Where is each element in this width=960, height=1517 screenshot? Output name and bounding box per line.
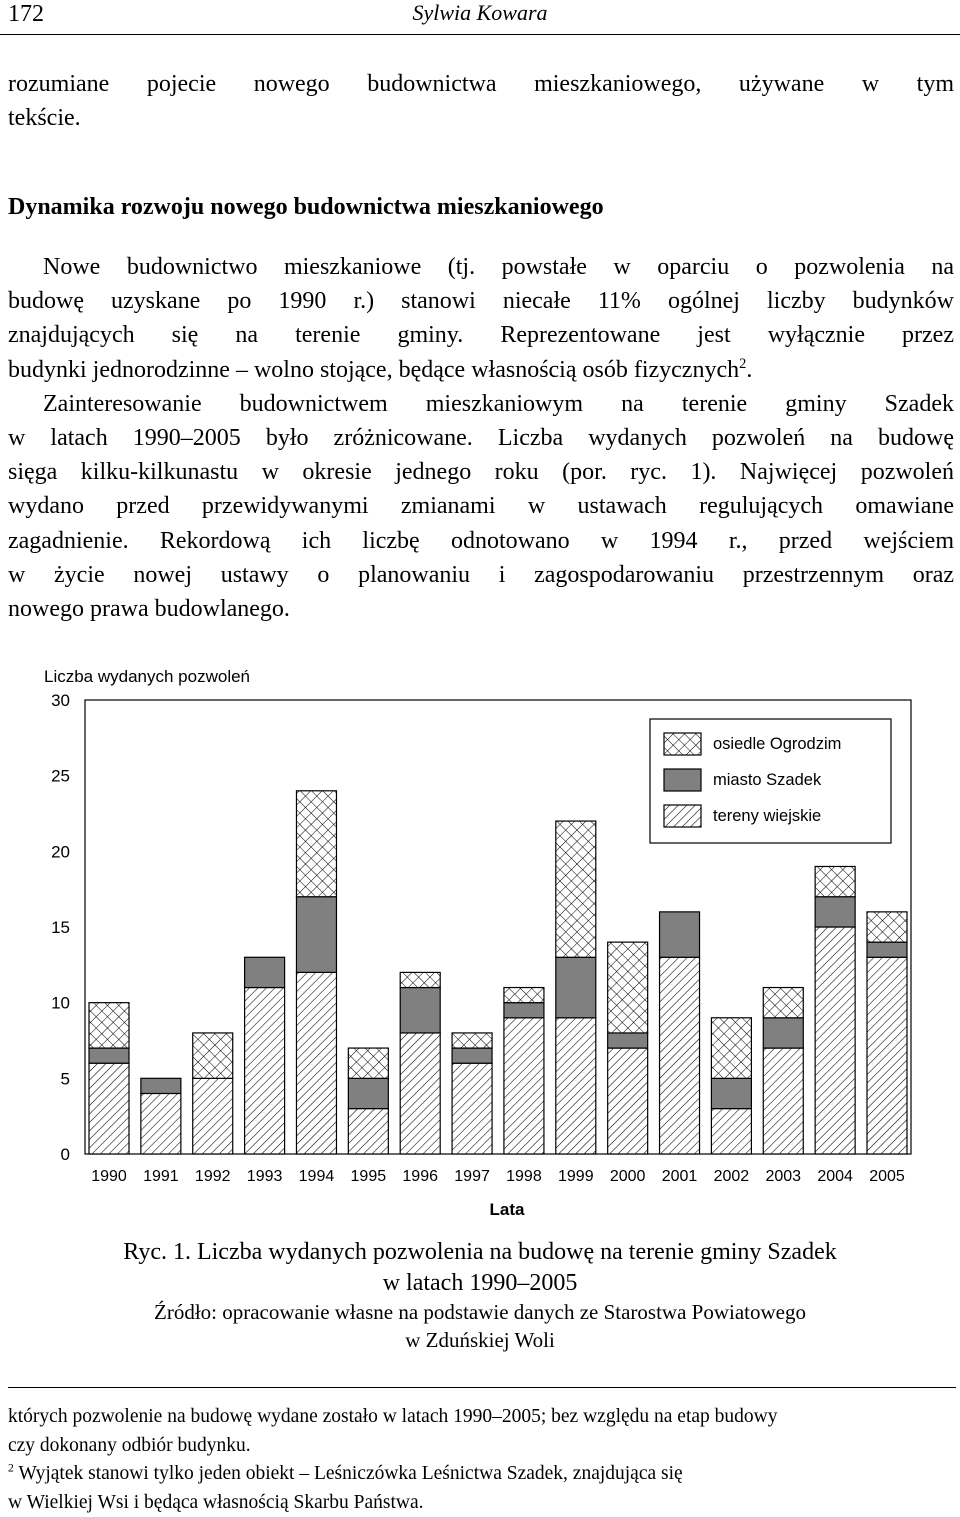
text-line-text: budynki jednorodzinne – wolno stojące, będące własnością osób fizycznych: [8, 356, 740, 383]
bar-segment-tereny-wiejskie: [608, 1048, 648, 1154]
footnote-divider: [8, 1387, 956, 1388]
legend-label: osiedle Ogrodzim: [713, 735, 842, 753]
intro-paragraph: [8, 67, 954, 135]
bar-segment-osiedle-ogrodzim: [89, 1003, 129, 1048]
bar-segment-tereny-wiejskie: [89, 1063, 129, 1154]
text-line: budynki jednorodzinne – wolno stojące, będące własnością osób fizycznych$^2$.: [8, 355, 753, 383]
bar-segment-osiedle-ogrodzim: [452, 1033, 492, 1048]
bar-segment-osiedle-ogrodzim: [193, 1033, 233, 1078]
y-tick-label: 25: [51, 766, 70, 786]
x-tick-label: 1997: [454, 1168, 490, 1185]
bar-segment-tereny-wiejskie: [296, 972, 336, 1154]
bar-segment-miasto-szadek: [556, 957, 596, 1018]
bar-segment-miasto-szadek: [867, 942, 907, 957]
bar-segment-tereny-wiejskie: [556, 1018, 596, 1154]
body-paragraphs: [8, 250, 954, 626]
x-axis-label: Lata: [489, 1200, 525, 1219]
footnote-ref: 2: [739, 355, 747, 372]
y-tick-label: 30: [51, 691, 70, 710]
bar-segment-osiedle-ogrodzim: [815, 866, 855, 896]
bar-segment-miasto-szadek: [815, 897, 855, 927]
source-line: w Zduńskiej Woli: [405, 1328, 555, 1352]
footnote-line: których pozwolenie na budowę wydane zostało w latach 1990–2005; bez względu na etap budowy: [8, 1406, 778, 1427]
footnote-line: w Wielkiej Wsi i będąca własnością Skarbu Państwa.: [8, 1491, 424, 1513]
figure-caption: [0, 1237, 960, 1299]
x-tick-label: 1999: [558, 1168, 594, 1185]
x-tick-label: 2004: [817, 1168, 853, 1185]
legend: [650, 719, 891, 843]
legend-label: miasto Szadek: [713, 771, 822, 789]
legend-label: tereny wiejskie: [713, 807, 822, 825]
bar-segment-tereny-wiejskie: [348, 1109, 388, 1154]
bar-segment-tereny-wiejskie: [400, 1033, 440, 1154]
text-line: tekście.: [8, 105, 81, 132]
text-line: w latach 1990–2005 było zróżnicowane. Liczba wydanych pozwoleń na budowę: [8, 425, 954, 452]
x-tick-label: 1990: [91, 1168, 127, 1185]
x-tick-label: 1991: [143, 1168, 179, 1185]
x-tick-label: 1995: [350, 1168, 387, 1185]
y-tick-label: 15: [51, 918, 70, 937]
bar-segment-miasto-szadek: [296, 897, 336, 973]
page-number: 172: [8, 1, 44, 27]
bar-segment-miasto-szadek: [452, 1048, 492, 1063]
x-tick-label: 2000: [609, 1168, 646, 1185]
bar-segment-osiedle-ogrodzim: [296, 791, 336, 897]
bar-segment-tereny-wiejskie: [711, 1109, 751, 1154]
text-line: sięga kilku-kilkunastu w okresie jednego roku (por. ryc. 1). Najwięcej pozwoleń: [8, 459, 954, 486]
x-tick-label: 1993: [246, 1168, 283, 1185]
stacked-bar-chart: [0, 660, 960, 1230]
bar-segment-tereny-wiejskie: [867, 957, 907, 1154]
text-line: Zainteresowanie budownictwem mieszkaniowym na terenie gminy Szadek: [43, 390, 954, 417]
caption-line: w latach 1990–2005: [382, 1270, 578, 1296]
bar-segment-osiedle-ogrodzim: [400, 972, 440, 987]
text-line: budowę uzyskane po 1990 r.) stanowi niecałe 11% ogólnej liczby budynków: [8, 288, 954, 315]
x-tick-label: 2005: [869, 1168, 905, 1185]
bar-segment-osiedle-ogrodzim: [608, 942, 648, 1033]
legend-swatch: [664, 733, 701, 755]
bar-segment-tereny-wiejskie: [141, 1093, 181, 1154]
bar-segment-osiedle-ogrodzim: [556, 821, 596, 957]
x-tick-label: 2001: [661, 1168, 698, 1185]
bar-segment-miasto-szadek: [141, 1078, 181, 1093]
bar-segment-tereny-wiejskie: [245, 988, 285, 1154]
footnote-line: czy dokonany odbiór budynku.: [8, 1434, 251, 1456]
bar-segment-miasto-szadek: [660, 912, 700, 957]
text-line: wydano przed przewidywanymi zmianami w ustawach regulujących omawiane: [8, 493, 954, 520]
bar-segment-osiedle-ogrodzim: [711, 1018, 751, 1079]
text-line: nowego prawa budowlanego.: [8, 596, 290, 623]
caption-line: Ryc. 1. Liczba wydanych pozwolenia na budowę na terenie gminy Szadek: [123, 1239, 837, 1265]
x-tick-label: 1998: [506, 1168, 542, 1185]
footnotes: [8, 1403, 954, 1517]
y-tick-label: 10: [51, 993, 70, 1013]
text-line: rozumiane pojecie nowego budownictwa mieszkaniowego, używane w tym: [8, 71, 954, 97]
bar-segment-osiedle-ogrodzim: [867, 912, 907, 942]
text-line: w życie nowej ustawy o planowaniu i zagospodarowaniu przestrzennym oraz: [8, 561, 954, 588]
y-tick-label: 0: [60, 1145, 70, 1164]
bar-segment-tereny-wiejskie: [193, 1078, 233, 1154]
x-tick-label: 2003: [765, 1168, 802, 1185]
bar-segment-tereny-wiejskie: [660, 957, 700, 1154]
bar-segment-osiedle-ogrodzim: [763, 988, 803, 1018]
legend-swatch: [664, 805, 701, 827]
bar-segment-miasto-szadek: [348, 1078, 388, 1108]
figure-source: [0, 1298, 960, 1354]
x-tick-label: 1992: [194, 1168, 231, 1185]
x-tick-label: 1994: [298, 1168, 335, 1185]
bar-segment-miasto-szadek: [763, 1018, 803, 1048]
bar-segment-tereny-wiejskie: [504, 1018, 544, 1154]
footnote-number: 2: [8, 1461, 14, 1475]
bar-segment-miasto-szadek: [711, 1078, 751, 1108]
source-line: Źródło: opracowanie własne na podstawie danych ze Starostwa Powiatowego: [154, 1300, 806, 1324]
y-tick-label: 5: [60, 1069, 70, 1089]
footnote-text: Wyjątek stanowi tylko jeden obiekt – Leśniczówka Leśnictwa Szadek, znajdująca się: [18, 1463, 683, 1484]
y-axis-label: Liczba wydanych pozwoleń: [44, 667, 251, 686]
bar-segment-miasto-szadek: [245, 957, 285, 987]
x-tick-label: 2002: [713, 1168, 750, 1185]
x-tick-label: 1996: [402, 1168, 438, 1185]
text-line: Nowe budownictwo mieszkaniowe (tj. powstałe w oparciu o pozwolenia na: [43, 254, 954, 280]
text-line: znajdujących się na terenie gminy. Reprezentowane jest wyłącznie przez: [8, 322, 954, 349]
bar-segment-osiedle-ogrodzim: [504, 988, 544, 1003]
bar-segment-miasto-szadek: [89, 1048, 129, 1063]
y-tick-label: 20: [51, 842, 70, 862]
page-header: [0, 0, 960, 35]
bar-segment-miasto-szadek: [608, 1033, 648, 1048]
running-head: Sylwia Kowara: [412, 0, 548, 25]
bar-segment-osiedle-ogrodzim: [348, 1048, 388, 1078]
legend-swatch: [664, 769, 701, 791]
bar-segment-tereny-wiejskie: [815, 927, 855, 1154]
text-line: zagadnienie. Rekordową ich liczbę odnotowano w 1994 r., przed wejściem: [8, 527, 954, 554]
bar-segment-tereny-wiejskie: [763, 1048, 803, 1154]
bar-segment-miasto-szadek: [400, 988, 440, 1033]
bar-segment-miasto-szadek: [504, 1003, 544, 1018]
footnote-line: [8, 1460, 954, 1489]
section-heading: Dynamika rozwoju nowego budownictwa mieszkaniowego: [8, 194, 604, 220]
bar-segment-tereny-wiejskie: [452, 1063, 492, 1154]
